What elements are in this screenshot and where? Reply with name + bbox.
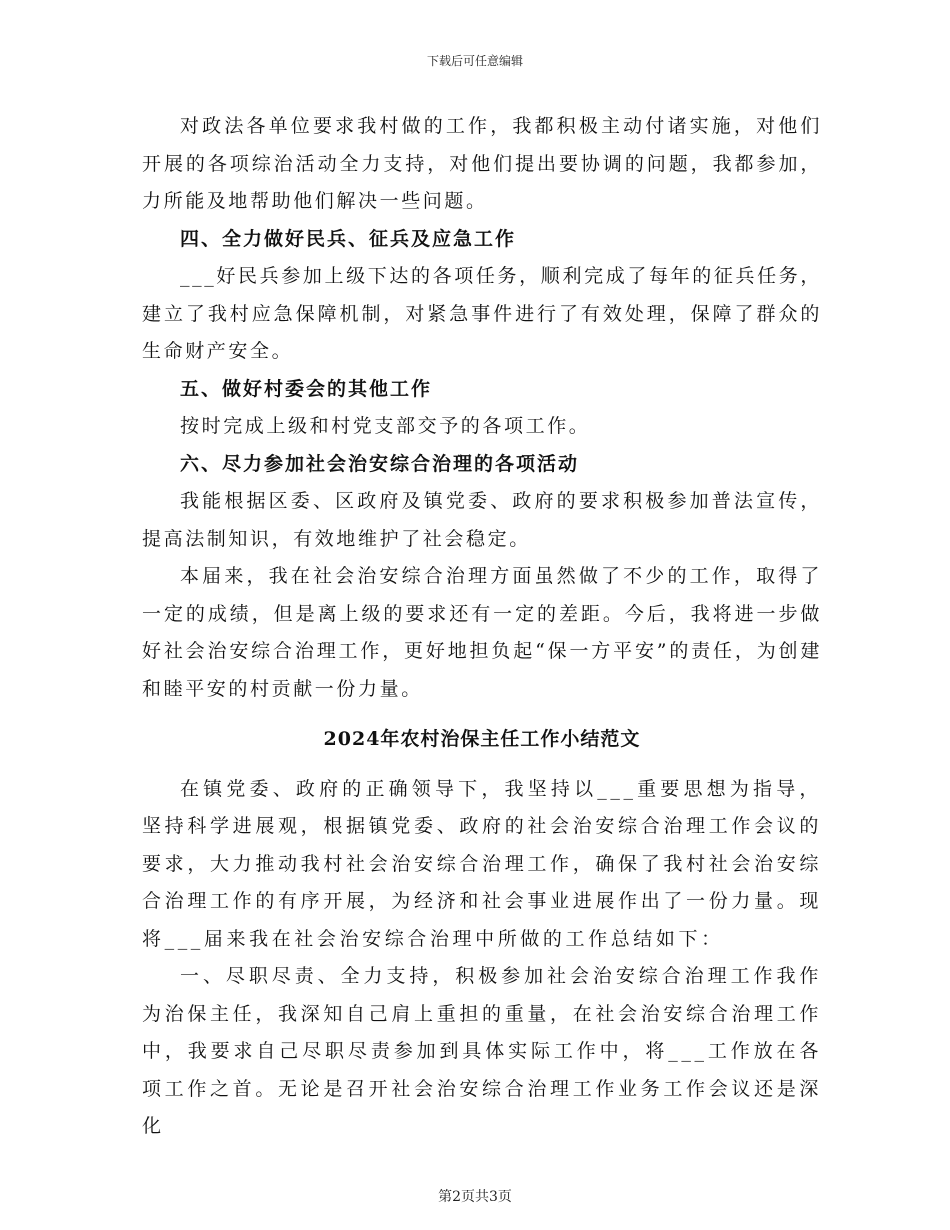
paragraph: 本届来，我在社会治安综合治理方面虽然做了不少的工作，取得了一定的成绩，但是离上级的要求还有一定的差距。今后，我将进一步做好社会治安综合治理工作，更好地担负起“保一方平安”的责任，为创建和睦平安的村贡献一份力量。 <box>142 565 822 700</box>
paragraph: ___好民兵参加上级下达的各项任务，顺利完成了每年的征兵任务，建立了我村应急保障机制，对紧急事件进行了有效处理，保障了群众的生命财产安全。 <box>142 265 822 362</box>
paragraph: 按时完成上级和村党支部交予的各项工作。 <box>180 415 591 437</box>
paragraph: 我能根据区委、区政府及镇党委、政府的要求积极参加普法宣传，提高法制知识，有效地维护了社会稳定。 <box>142 490 822 550</box>
section-heading: 四、全力做好民兵、征兵及应急工作 <box>180 227 517 250</box>
page-footer: 第2页共3页 <box>438 1189 512 1205</box>
section-heading: 六、尽力参加社会治安综合治理的各项活动 <box>180 452 580 475</box>
paragraph: 在镇党委、政府的正确领导下，我坚持以___重要思想为指导，坚持科学进展观，根据镇党委、政府的社会治安综合治理工作会议的要求，大力推动我村社会治安综合治理工作，确保了我村社会治安综合治理工作的有序开展，为经济和社会事业进展作出了一份力量。现将___届来我在社会治安综合治理中所做的工作总结如下： <box>142 777 822 950</box>
section-heading: 五、做好村委会的其他工作 <box>180 377 433 400</box>
page-header: 下载后可任意编辑 <box>426 54 523 68</box>
paragraph: 对政法各单位要求我村做的工作，我都积极主动付诸实施，对他们开展的各项综治活动全力支持，对他们提出要协调的问题，我都参加，力所能及地帮助他们解决一些问题。 <box>142 115 822 212</box>
document-title: 2024年农村治保主任工作小结范文 <box>323 728 641 750</box>
document-body <box>142 108 822 1146</box>
paragraph: 一、尽职尽责、全力支持，积极参加社会治安综合治理工作我作为治保主任，我深知自己肩上重担的重量，在社会治安综合治理工作中，我要求自己尽职尽责参加到具体实际工作中，将___工作放在各项工作之首。无论是召开社会治安综合治理工作业务工作会议还是深化 <box>142 965 822 1137</box>
